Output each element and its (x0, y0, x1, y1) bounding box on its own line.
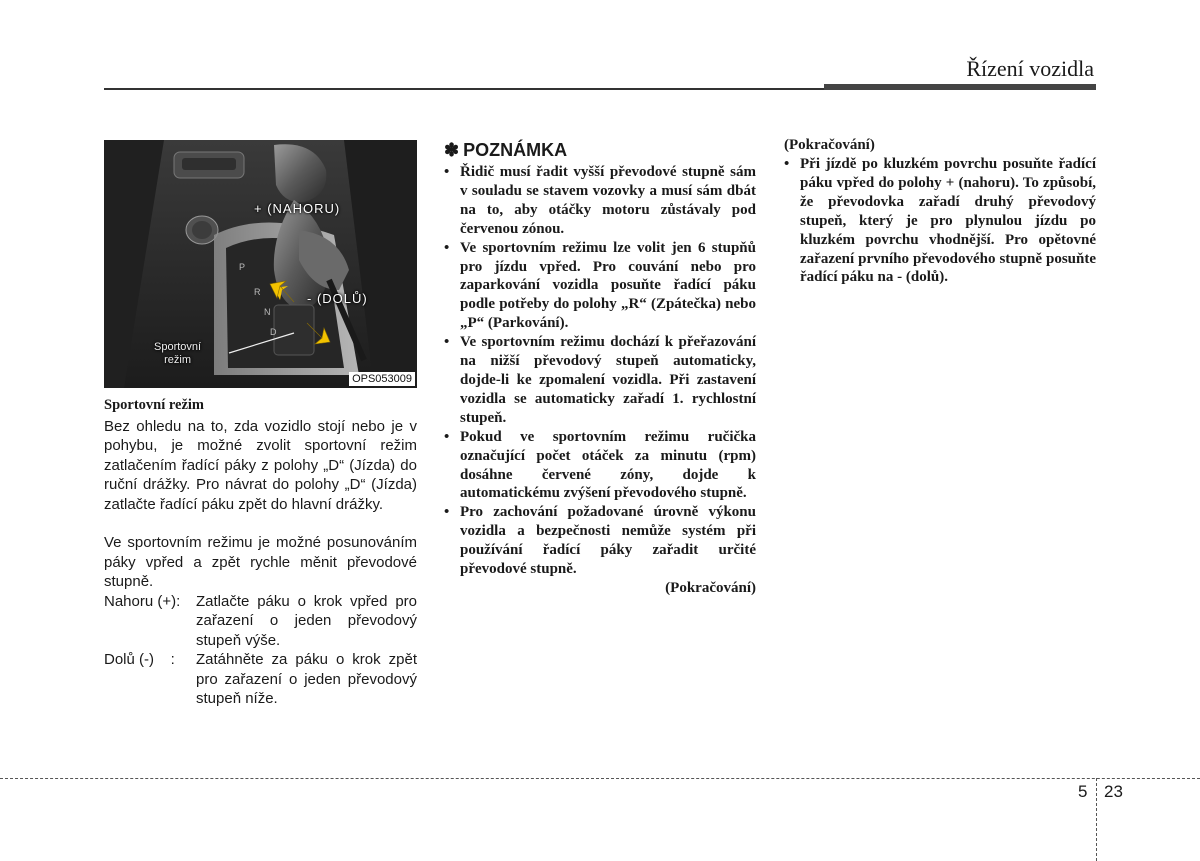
paragraph-1: Bez ohledu na to, zda vozidlo stojí nebo je v pohybu, je možné zvolit sportovní režim zatlačením řadící páky z polohy „D“ (Jízda) do ruční drážky. Pro návrat do polohy „D“ (Jízda) zatlačte řadící páku zpět do hlavní drážky. (104, 417, 417, 513)
continued-label-top: (Pokračování) (784, 137, 875, 153)
bullet-icon: • (444, 334, 450, 351)
label-sport-mode (154, 341, 201, 367)
definition-up-desc: Zatlačte páku o krok vpřed pro zařazení o jeden převodový stupeň výše. (196, 592, 417, 649)
gear-shifter-figure (104, 140, 417, 388)
gear-letter-r: R (254, 287, 261, 297)
bullet-icon: • (444, 428, 450, 445)
gear-letter-n: N (264, 307, 271, 317)
gear-letter-p: P (239, 262, 246, 272)
note-bullet-list (444, 163, 756, 579)
definition-down (104, 650, 417, 709)
continued-label: (Pokračování) (665, 579, 756, 596)
figure-code: OPS053009 (349, 372, 415, 386)
list-item: • Pokud ve sportovním režimu ručička označující počet otáček za minutu (rpm) dosáhne červené zóny, dojde k automatickému zvýšení převodového stupně. (444, 428, 756, 502)
paragraph-2: Ve sportovním režimu je možné posunováním páky vpřed a zpět rychle měnit převodové stupně. (104, 534, 417, 590)
section-heading: Sportovní režim (104, 397, 205, 413)
bullet-icon: • (444, 504, 450, 521)
column-1 (104, 396, 417, 709)
header-tab-bar (824, 84, 1096, 90)
label-down: - (DOLŮ) (307, 291, 368, 306)
continued-bullet-list (784, 155, 1096, 287)
list-item: • Ve sportovním režimu dochází k přeřazování na nižší převodový stupeň automaticky, dojde-li ke zpomalení vozidla. Při zastavení vozidla se automaticky zařadí 1. rychlostní stupeň. (444, 334, 756, 426)
note-heading (444, 140, 756, 161)
gear-shifter-illustration (104, 140, 417, 388)
page-number: 23 (1104, 782, 1123, 801)
bullet-icon: • (444, 239, 450, 256)
note-heading-text: POZNÁMKA (463, 140, 568, 160)
column-2-note (444, 140, 756, 598)
gear-letter-d: D (270, 327, 277, 337)
list-item: • Řidič musí řadit vyšší převodové stupně sám v souladu se stavem vozovky a musí sám dbát na to, aby otáčky motoru zůstávaly pod červenou zónou. (444, 164, 756, 237)
column-3 (784, 136, 1096, 287)
definition-up-term: Nahoru (+): (104, 592, 181, 610)
note-star-icon: ✽ (444, 140, 460, 160)
definition-down-desc: Zatáhněte za páku o krok zpět pro zařazení o jeden převodový stupeň níže. (196, 651, 417, 707)
definition-up (104, 592, 417, 651)
bullet-icon: • (444, 164, 450, 180)
bullet-icon: • (784, 156, 790, 172)
footer-rule (0, 778, 1200, 779)
label-sport-line2: režim (164, 354, 191, 366)
list-item: • Pro zachování požadované úrovně výkonu vozidla a bezpečnosti nemůže systém při používání řadící páky zařadit určité převodové stupně. (444, 504, 756, 578)
running-header-title: Řízení vozidla (966, 56, 1094, 81)
label-up: + (NAHORU) (254, 201, 341, 216)
section-number: 5 (1078, 782, 1088, 801)
definition-down-term: Dolů (-) : (104, 651, 175, 668)
list-item: • Při jízdě po kluzkém povrchu posuňte řadící páku vpřed do polohy + (nahoru). To způsobí, že převodovka zařadí druhý převodový stupeň, který je pro plynulou jízdu po kluzkém povrchu vhodnější. Pro opětovné zařazení prvního převodového stupně posuňte řadící páku na - (dolů). (784, 156, 1096, 286)
footer-divider (1096, 778, 1097, 861)
label-sport-line1: Sportovní (154, 341, 202, 353)
list-item: • Ve sportovním režimu lze volit jen 6 stupňů pro jízdu vpřed. Pro couvání nebo pro zaparkování vozidla posuňte řadící páku podle potřeby do polohy „R“ (Zpátečka) nebo „P“ (Parkování). (444, 239, 756, 332)
